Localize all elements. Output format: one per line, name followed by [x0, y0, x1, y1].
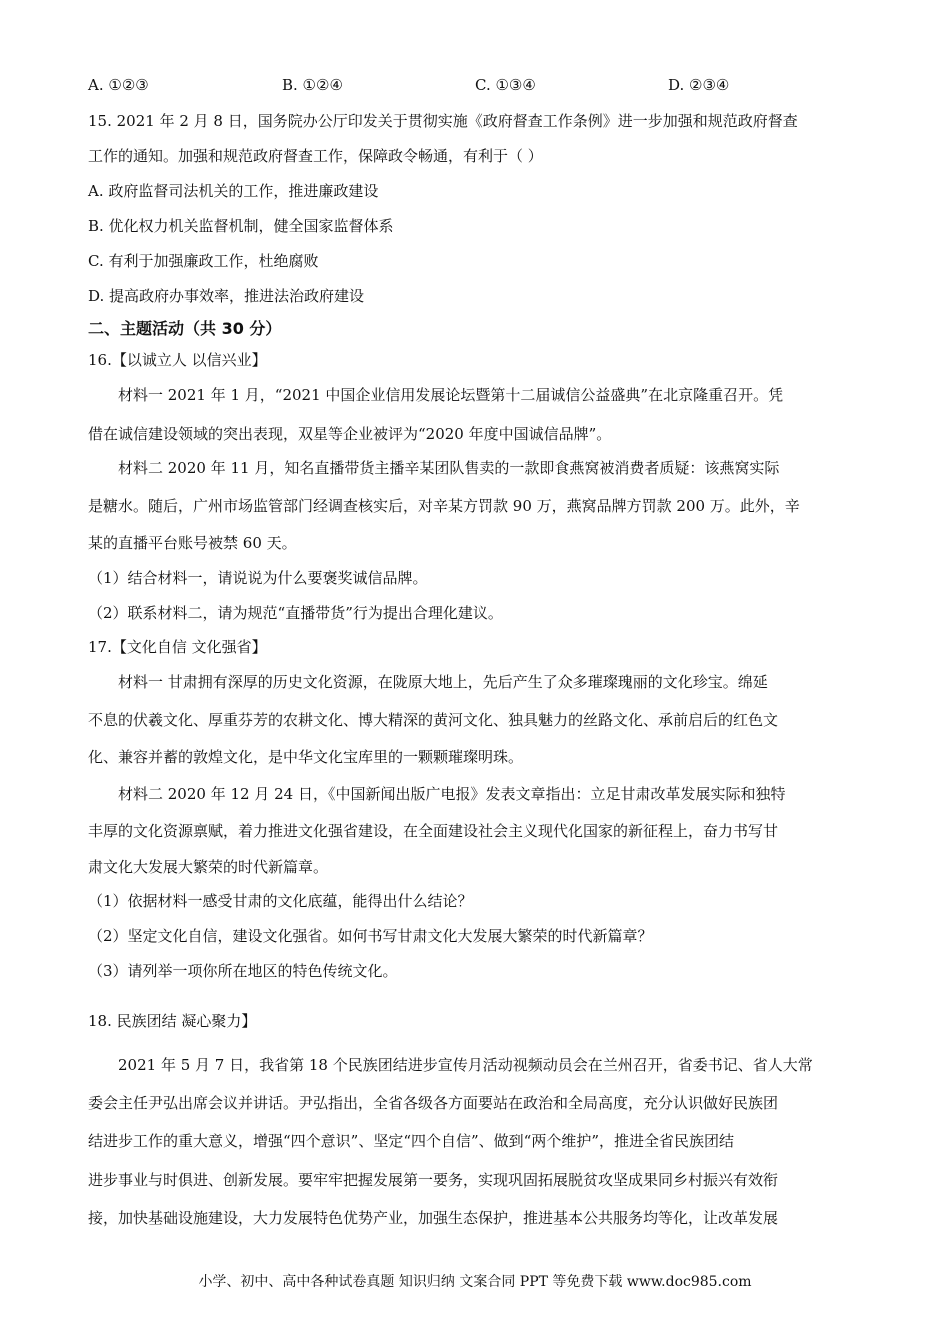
- q18-material-line: 结进步工作的重大意义，增强“四个意识”、坚定“四个自信”、做到“两个维护”，推进全省民族团结: [88, 1132, 735, 1150]
- q16-title: 16.【以诚立人 以信兴业】: [88, 351, 267, 369]
- q17-material-line: 不息的伏羲文化、厚重芬芳的农耕文化、博大精深的黄河文化、独具魅力的丝路文化、承前启后的红色文: [88, 711, 779, 729]
- q15-option-d: D. 提高政府办事效率，推进法治政府建设: [88, 287, 365, 305]
- q14-options: [88, 76, 868, 96]
- q15-option-c: C. 有利于加强廉政工作，杜绝腐败: [88, 252, 319, 270]
- page-footer: 小学、初中、高中各种试卷真题 知识归纳 文案合同 PPT 等免费下载 www.doc985.com: [198, 1274, 752, 1290]
- q17-material-line: 材料一 甘肃拥有深厚的历史文化资源，在陇原大地上，先后产生了众多璀璨瑰丽的文化珍宝。绵延: [118, 673, 768, 691]
- q15-stem-line-1: 15. 2021 年 2 月 8 日，国务院办公厅印发关于贯彻实施《政府督查工作条例》进一步加强和规范政府督查: [88, 112, 798, 130]
- q16-sub-question-1: （1）结合材料一，请说说为什么要褒奖诚信品牌。: [88, 569, 428, 587]
- q15-option-a: A. 政府监督司法机关的工作，推进廉政建设: [88, 182, 379, 200]
- q17-sub-question-1: （1）依据材料一感受甘肃的文化底蕴，能得出什么结论？: [88, 892, 473, 910]
- q18-title: 18. 民族团结 凝心聚力】: [88, 1012, 257, 1030]
- q16-material-line: 材料一 2021 年 1 月，“2021 中国企业信用发展论坛暨第十二届诚信公益盛典”在北京隆重召开。凭: [118, 386, 784, 404]
- q16-material-line: 是糖水。随后，广州市场监管部门经调查核实后，对辛某方罚款 90 万，燕窝品牌方罚款 200 万。此外，辛: [88, 497, 800, 515]
- q16-material-line: 材料二 2020 年 11 月，知名直播带货主播辛某团队售卖的一款即食燕窝被消费者质疑：该燕窝实际: [118, 459, 780, 477]
- q17-material-line: 化、兼容并蓄的敦煌文化，是中华文化宝库里的一颗颗璀璨明珠。: [88, 748, 524, 766]
- q18-material-line: 进步事业与时俱进、创新发展。要牢牢把握发展第一要务，实现巩固拓展脱贫攻坚成果同乡村振兴有效衔: [88, 1171, 779, 1189]
- q14-option-d: D. ②③④: [668, 76, 730, 94]
- q15-option-b: B. 优化权力机关监督机制，健全国家监督体系: [88, 217, 394, 235]
- q17-material-line: 丰厚的文化资源禀赋，着力推进文化强省建设，在全面建设社会主义现代化国家的新征程上，奋力书写甘: [88, 822, 779, 840]
- q18-material-line: 接，加快基础设施建设，大力发展特色优势产业，加强生态保护，推进基本公共服务均等化，让改革发展: [88, 1209, 779, 1227]
- q18-material-line: 2021 年 5 月 7 日，我省第 18 个民族团结进步宣传月活动视频动员会在兰州召开，省委书记、省人大常: [118, 1056, 813, 1074]
- q17-material-line: 材料二 2020 年 12 月 24 日，《中国新闻出版广电报》发表文章指出：立足甘肃改革发展实际和独特: [118, 785, 786, 803]
- q16-sub-question-2: （2）联系材料二，请为规范“直播带货”行为提出合理化建议。: [88, 604, 503, 622]
- q15-stem-line-2: 工作的通知。加强和规范政府督查工作，保障政令畅通，有利于（ ）: [88, 147, 543, 165]
- q14-option-a: A. ①②③: [88, 76, 149, 94]
- q16-material-line: 某的直播平台账号被禁 60 天。: [88, 534, 297, 552]
- q17-title: 17.【文化自信 文化强省】: [88, 638, 267, 656]
- q17-sub-question-3: （3）请列举一项你所在地区的特色传统文化。: [88, 962, 398, 980]
- q14-option-b: B. ①②④: [282, 76, 343, 94]
- section-2-title: 二、主题活动（共 30 分）: [88, 319, 282, 338]
- q18-material-line: 委会主任尹弘出席会议并讲话。尹弘指出，全省各级各方面要站在政治和全局高度，充分认识做好民族团: [88, 1094, 779, 1112]
- q17-sub-question-2: （2）坚定文化自信，建设文化强省。如何书写甘肃文化大发展大繁荣的时代新篇章？: [88, 927, 653, 945]
- q16-material-line: 借在诚信建设领域的突出表现，双星等企业被评为“2020 年度中国诚信品牌”。: [88, 425, 612, 443]
- q17-material-line: 肃文化大发展大繁荣的时代新篇章。: [88, 858, 329, 876]
- q14-option-c: C. ①③④: [475, 76, 536, 94]
